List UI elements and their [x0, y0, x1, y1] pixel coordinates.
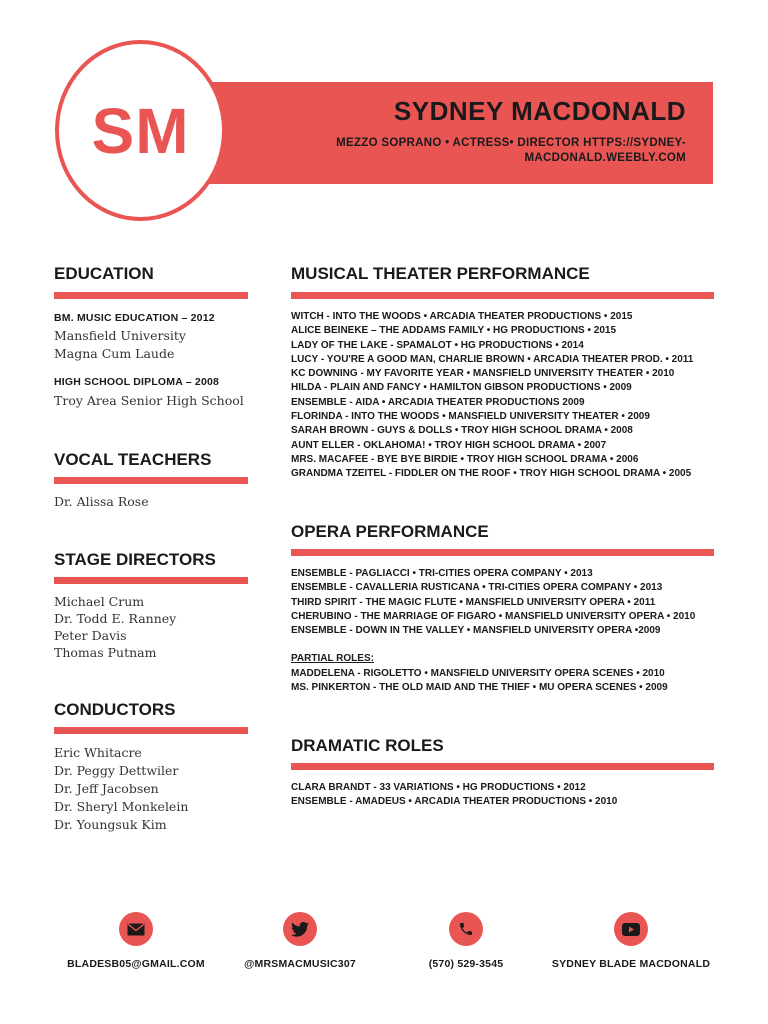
dramatic-title: DRAMATIC ROLES	[291, 736, 444, 755]
conductor-item: Dr. Peggy Dettwiler	[54, 763, 179, 778]
conductor-item: Dr. Jeff Jacobsen	[54, 781, 159, 796]
credit-item: MADDELENA - RIGOLETTO • MANSFIELD UNIVERSITY OPERA SCENES • 2010	[291, 667, 665, 679]
credit-item: KC DOWNING - MY FAVORITE YEAR • MANSFIELD UNIVERSITY THEATER • 2010	[291, 368, 675, 380]
credit-item: AUNT ELLER - OKLAHOMA! • TROY HIGH SCHOOL DRAMA • 2007	[291, 439, 607, 451]
email-text: BLADESB05@GMAIL.COM	[67, 958, 205, 970]
credit-item: FLORINDA - INTO THE WOODS • MANSFIELD UNIVERSITY THEATER • 2009	[291, 411, 650, 423]
credit-item: GRANDMA TZEITEL - FIDDLER ON THE ROOF • TROY HIGH SCHOOL DRAMA • 2005	[291, 468, 692, 480]
credit-item: MRS. MACAFEE - BYE BYE BIRDIE • TROY HIGH SCHOOL DRAMA • 2006	[291, 453, 639, 465]
credit-item: SARAH BROWN - GUYS & DOLLS • TROY HIGH SCHOOL DRAMA • 2008	[291, 425, 633, 437]
stage-directors-divider	[54, 577, 248, 584]
credit-item: ALICE BEINEKE – THE ADDAMS FAMILY • HG PRODUCTIONS • 2015	[291, 325, 617, 337]
education-title: EDUCATION	[54, 264, 154, 283]
conductor-item: Eric Whitacre	[54, 745, 142, 760]
contact-twitter[interactable]	[215, 912, 385, 970]
phone-text: (570) 529-3545	[428, 958, 504, 970]
school-troy: Troy Area Senior High School	[54, 393, 244, 408]
credit-item: ENSEMBLE - DOWN IN THE VALLEY • MANSFIELD UNIVERSITY OPERA •2009	[291, 625, 661, 637]
school-mansfield: Mansfield University	[54, 328, 186, 343]
credit-item: LUCY - YOU'RE A GOOD MAN, CHARLIE BROWN • ARCADIA THEATER PROD. • 2011	[291, 353, 694, 365]
youtube-text: SYDNEY BLADE MACDONALD	[551, 958, 711, 970]
director-item: Peter Davis	[54, 628, 127, 643]
vocal-teacher-item: Dr. Alissa Rose	[54, 494, 149, 509]
credit-item: CHERUBINO - THE MARRIAGE OF FIGARO • MANSFIELD UNIVERSITY OPERA • 2010	[291, 610, 696, 622]
credit-item: HILDA - PLAIN AND FANCY • HAMILTON GIBSON PRODUCTIONS • 2009	[291, 382, 632, 394]
education-divider	[54, 292, 248, 299]
monogram: SM	[91, 94, 190, 167]
conductors-divider	[54, 727, 248, 734]
conductor-item: Dr. Sheryl Monkelein	[54, 799, 189, 814]
partial-roles-heading: PARTIAL ROLES:	[291, 653, 374, 665]
opera-list	[291, 567, 695, 695]
opera-divider	[291, 549, 714, 556]
credit-item: ENSEMBLE - AMADEUS • ARCADIA THEATER PRODUCTIONS • 2010	[291, 796, 618, 808]
twitter-text: @MRSMACMUSIC307	[244, 958, 356, 970]
vocal-teachers-divider	[54, 477, 248, 484]
credit-item: WITCH - INTO THE WOODS • ARCADIA THEATER PRODUCTIONS • 2015	[291, 311, 633, 322]
credit-item: ENSEMBLE - AIDA • ARCADIA THEATER PRODUCTIONS 2009	[291, 396, 585, 408]
email-icon	[119, 912, 153, 946]
dramatic-list	[291, 781, 617, 810]
credit-item: THIRD SPIRIT - THE MAGIC FLUTE • MANSFIELD UNIVERSITY OPERA • 2011	[291, 596, 656, 608]
credit-item: LADY OF THE LAKE - SPAMALOT • HG PRODUCTIONS • 2014	[291, 339, 584, 351]
twitter-icon	[283, 912, 317, 946]
phone-icon	[449, 912, 483, 946]
degree-bm: BM. MUSIC EDUCATION – 2012	[54, 312, 215, 324]
contact-youtube[interactable]	[546, 912, 716, 970]
musical-theater-divider	[291, 292, 714, 299]
dramatic-divider	[291, 763, 714, 770]
youtube-icon	[614, 912, 648, 946]
conductors-title: CONDUCTORS	[54, 700, 176, 719]
credit-item: CLARA BRANDT - 33 VARIATIONS • HG PRODUCTIONS • 2012	[291, 782, 586, 793]
opera-title: OPERA PERFORMANCE	[291, 522, 489, 541]
conductor-item: Dr. Youngsuk Kim	[54, 817, 167, 832]
resume-name: SYDNEY MACDONALD	[393, 96, 686, 126]
contact-phone[interactable]	[381, 912, 551, 970]
musical-theater-title: MUSICAL THEATER PERFORMANCE	[291, 264, 590, 283]
credit-item: ENSEMBLE - PAGLIACCI • TRI-CITIES OPERA COMPANY • 2013	[291, 568, 593, 579]
vocal-teachers-title: VOCAL TEACHERS	[54, 450, 212, 469]
degree-diploma: HIGH SCHOOL DIPLOMA – 2008	[54, 376, 220, 388]
credit-item: ENSEMBLE - CAVALLERIA RUSTICANA • TRI-CITIES OPERA COMPANY • 2013	[291, 582, 663, 594]
musical-theater-list	[291, 310, 693, 482]
director-item: Michael Crum	[54, 594, 145, 609]
director-item: Thomas Putnam	[54, 645, 157, 660]
resume-tagline: MEZZO SOPRANO • ACTRESS• DIRECTOR HTTPS://SYDNEY-MACDONALD.WEEBLY.COM	[336, 137, 686, 164]
honors: Magna Cum Laude	[54, 346, 175, 361]
contact-email[interactable]	[51, 912, 221, 970]
director-item: Dr. Todd E. Ranney	[54, 611, 177, 626]
credit-item: MS. PINKERTON - THE OLD MAID AND THE THIEF • MU OPERA SCENES • 2009	[291, 682, 668, 694]
stage-directors-title: STAGE DIRECTORS	[54, 550, 216, 569]
